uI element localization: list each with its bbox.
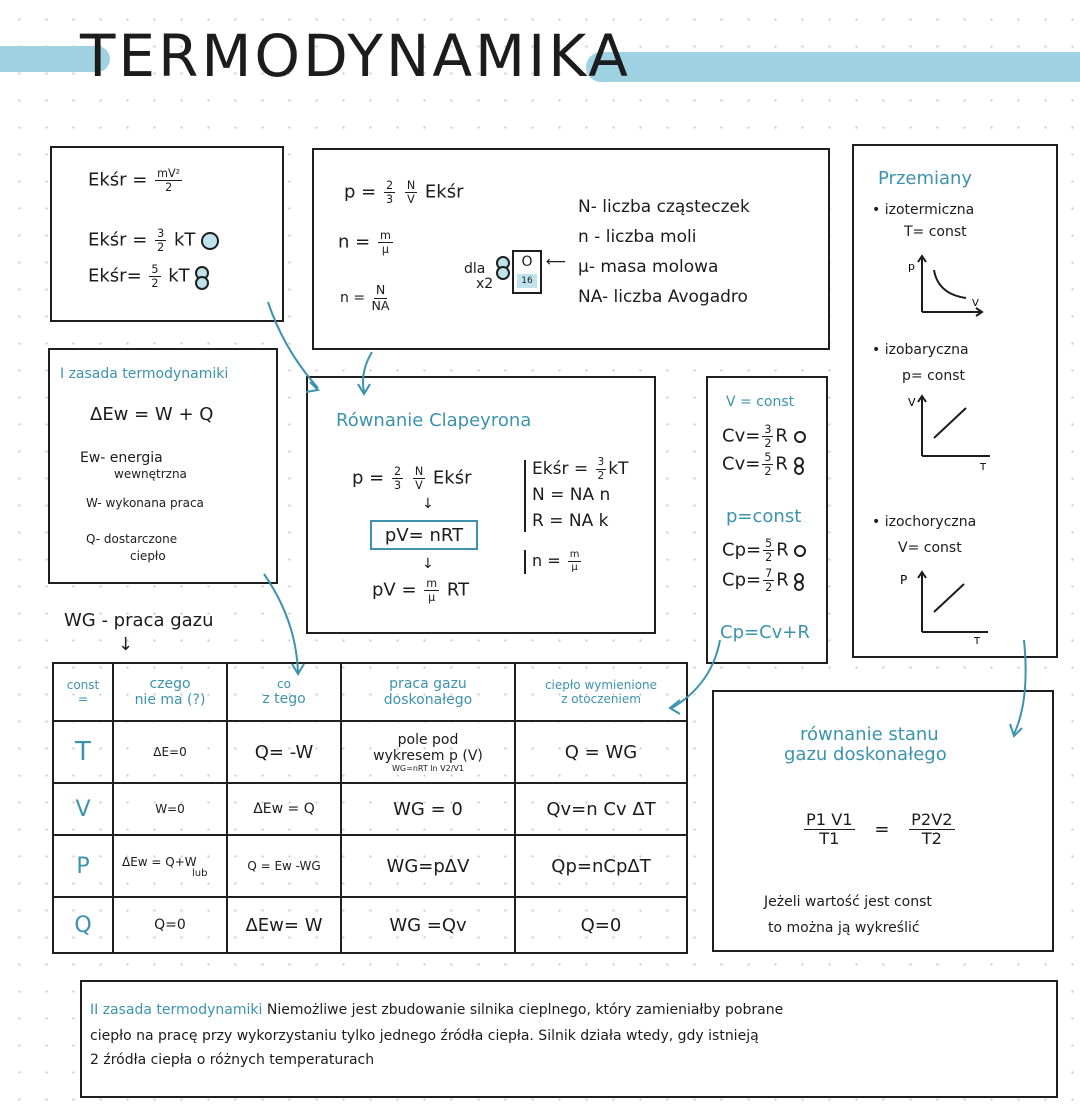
table-cell: Q= -W (227, 721, 341, 783)
state-note-1: Jeżeli wartość jest const (764, 894, 932, 910)
cp-monoatomic: Cp= $\frac{5}{2}$ R (722, 538, 806, 563)
table-row (53, 783, 687, 835)
clapeyron-pressure: p = $\frac{2}{3}$ $\frac{N}{V}$ Ekśr (352, 465, 472, 493)
monoatomic-molecule-icon (794, 545, 806, 557)
header-result: co z tego (227, 663, 341, 721)
transformations-heading: Przemiany (878, 168, 973, 189)
svg-text:p: p (908, 260, 915, 273)
clapeyron-heading: Równanie Clapeyrona (336, 410, 532, 431)
arrow-left-icon: ⟵ (546, 254, 567, 270)
svg-text:T: T (974, 636, 981, 647)
table-cell: Q = WG (515, 721, 687, 783)
row-symbol: P (53, 835, 113, 897)
row-symbol: T (53, 721, 113, 783)
table-cell: pole pod wykresem p (V) WG=nRT ln V2/V1 (341, 721, 515, 783)
isochoric-cond: V= const (898, 540, 962, 556)
arrow-down-icon: ↓ (422, 496, 434, 512)
cv-diatomic: Cv= $\frac{5}{2}$ R (722, 452, 804, 477)
page-title: TERMODYNAMIKA (80, 22, 631, 90)
cv-monoatomic: Cv= $\frac{3}{2}$ R (722, 424, 806, 449)
diatomic-molecule-icon (195, 266, 209, 288)
isochoric-title: • izochoryczna (872, 514, 977, 530)
table-row (53, 835, 687, 897)
monoatomic-molecule-icon (794, 431, 806, 443)
svg-text:P: P (900, 573, 908, 587)
diatomic-molecule-icon (794, 573, 804, 589)
ekin-formula-monoatomic: Ekśr = $\frac{3}{2}$ kT (88, 228, 219, 253)
state-equation: $\frac{P1 V1}{T1}$ = $\frac{P2V2}{T2}$ (806, 810, 953, 849)
table-cell: ΔEw = Q+W lub (113, 835, 227, 897)
ew-label-cont: wewnętrzna (114, 467, 187, 481)
table-cell: W=0 (113, 783, 227, 835)
table-cell: WG=pΔV (341, 835, 515, 897)
row-symbol: V (53, 783, 113, 835)
clapeyron-boxed-equation: pV= nRT (370, 520, 478, 550)
cp-diatomic: Cp= $\frac{7}{2}$ R (722, 568, 804, 593)
isochoric-graph (898, 566, 994, 646)
table-cell: Qv=n Cv ΔT (515, 783, 687, 835)
moles-relation: n = $\frac{m}{\mu}$ (532, 549, 580, 573)
isothermal-graph (906, 250, 986, 320)
w-label: W- wykonana praca (86, 496, 204, 510)
q-label-cont: ciepło (130, 549, 166, 563)
table-cell: Q = Ew -WG (227, 835, 341, 897)
clapeyron-box (306, 376, 656, 634)
second-law-box (80, 980, 1058, 1098)
table-row (53, 897, 687, 953)
ew-label: Ew- energia (80, 450, 163, 466)
arrow-down-icon: ↓ (422, 556, 434, 572)
kinetic-box (312, 148, 830, 350)
state-eq-heading-2: gazu doskonałego (784, 744, 947, 765)
table-cell: Qp=nCpΔT (515, 835, 687, 897)
table-cell: ΔE=0 (113, 721, 227, 783)
header-const: const = (53, 663, 113, 721)
arrow-down-icon: ↓ (118, 634, 134, 655)
state-eq-heading-1: równanie stanu (800, 724, 939, 745)
monoatomic-molecule-icon (201, 232, 219, 250)
header-missing: czego nie ma (?) (113, 663, 227, 721)
side-bracket-2 (524, 550, 526, 574)
table-cell: ΔEw = Q (227, 783, 341, 835)
svg-text:V: V (972, 298, 979, 309)
second-law-line-3: 2 źródła ciepła o różnych temperaturach (90, 1052, 375, 1068)
ekin-formula-1: Ekśr = $\frac{\text{mV²}}{2}$ (88, 167, 181, 195)
oxygen-note: dla x2 (464, 261, 494, 292)
state-note-2: to można ją wykreślić (768, 920, 920, 936)
second-law-line-1: II zasada termodynamiki Niemożliwe jest zbudowanie silnika cieplnego, który zamieniałby pobrane (90, 1002, 784, 1018)
v-const-label: V = const (726, 394, 795, 410)
clapeyron-side-list: Ekśr = $\frac{3}{2}$ kT N = NA n R = NA k (532, 455, 629, 531)
transformations-box (852, 144, 1058, 658)
header-gas-work: praca gazu doskonałego (341, 663, 515, 721)
first-law-box (48, 348, 278, 584)
table-cell: Q=0 (113, 897, 227, 953)
svg-text:T: T (980, 462, 987, 473)
p-const-label: p=const (726, 506, 802, 527)
diatomic-molecule-icon (794, 457, 804, 473)
heat-capacity-box (706, 376, 828, 664)
ekin-formula-diatomic: Ekśr= $\frac{5}{2}$ kT (88, 264, 209, 289)
svg-text:V: V (908, 396, 916, 409)
first-law-heading: I zasada termodynamiki (60, 366, 229, 382)
second-law-line-2: ciepło na pracę przy wykorzystaniu tylko jednego źródła ciepła. Silnik działa wtedy, gdy istnieją (90, 1028, 759, 1044)
moles-from-mass: n = $\frac{m}{\mu}$ (338, 229, 391, 257)
clapeyron-mass-form: pV = $\frac{m}{\mu}$ RT (372, 577, 470, 605)
table-cell: Q=0 (515, 897, 687, 953)
isothermal-title: • izotermiczna (872, 202, 975, 218)
q-label: Q- dostarczone (86, 532, 178, 546)
oxygen-molecule-icon (496, 256, 510, 278)
mayer-relation: Cp=Cv+R (720, 622, 810, 643)
isobaric-graph (906, 390, 996, 473)
gas-work-label: WG - praca gazu (64, 610, 214, 631)
state-equation-box (712, 690, 1054, 952)
energy-box (50, 146, 284, 322)
isobaric-cond: p= const (902, 368, 965, 384)
table-row (53, 721, 687, 783)
table-cell: WG =Qv (341, 897, 515, 953)
side-bracket (524, 460, 526, 532)
first-law-equation: ΔEw = W + Q (90, 404, 214, 425)
symbol-legend: N- liczba cząsteczek n - liczba moli μ- masa molowa NA- liczba Avogadro (578, 197, 750, 307)
transformation-table (52, 662, 688, 954)
oxygen-element-card: O 16 (512, 250, 542, 294)
table-cell: ΔEw= W (227, 897, 341, 953)
moles-from-count: n = $\frac{N}{NA}$ (340, 282, 390, 313)
isothermal-cond: T= const (904, 224, 967, 240)
table-cell: WG = 0 (341, 783, 515, 835)
header-heat: ciepło wymienione z otoczeniem (515, 663, 687, 721)
pressure-formula: p = $\frac{2}{3}$ $\frac{N}{V}$ Ekśr (344, 179, 464, 207)
isobaric-title: • izobaryczna (872, 342, 969, 358)
title-bar-right (586, 52, 1080, 82)
row-symbol: Q (53, 897, 113, 953)
